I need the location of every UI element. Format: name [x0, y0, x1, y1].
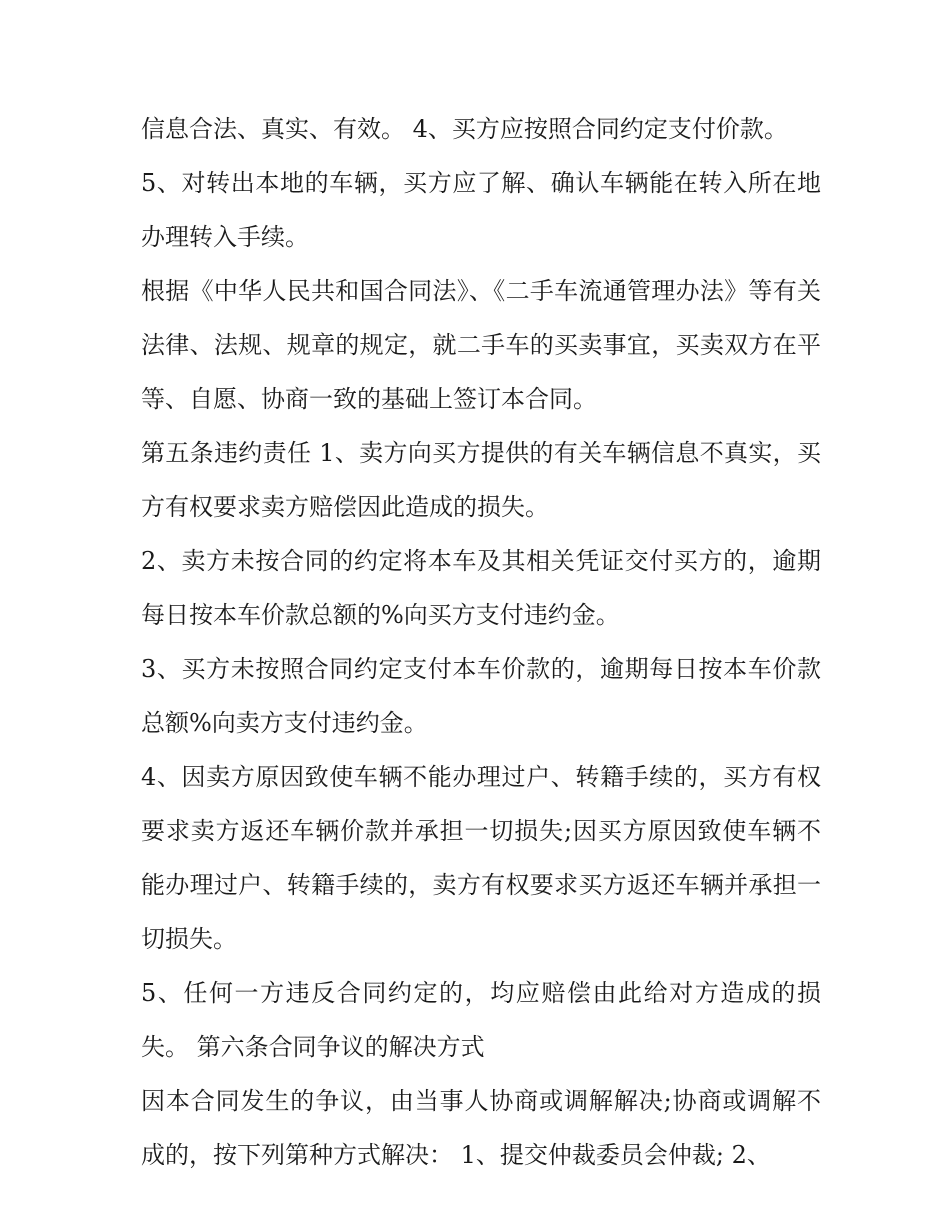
paragraph-article-5-clause-5: 5、任何一方违反合同约定的，均应赔偿由此给对方造成的损失。 第六条合同争议的解决方式: [141, 979, 821, 1061]
paragraph-legal-basis: 根据《中华人民共和国合同法》、《二手车流通管理办法》等有关法律、法规、规章的规定，就二手车的买卖事宜，买卖双方在平等、自愿、协商一致的基础上签订本合同。: [141, 277, 821, 413]
paragraph-article-5-clause-4: 4、因卖方原因致使车辆不能办理过户、转籍手续的，买方有权要求卖方返还车辆价款并承担一切损失;因买方原因致使车辆不能办理过户、转籍手续的，卖方有权要求买方返还车辆并承担一切损失。: [141, 763, 821, 953]
paragraph-article-5-clause-3: 3、买方未按照合同约定支付本车价款的，逾期每日按本车价款总额%向卖方支付违约金。: [141, 655, 821, 737]
paragraph-transfer-out: 5、对转出本地的车辆，买方应了解、确认车辆能在转入所在地办理转入手续。: [141, 169, 821, 251]
paragraph-article-5-clause-1: 第五条违约责任 1、卖方向买方提供的有关车辆信息不真实，买方有权要求卖方赔偿因此造成的损失。: [141, 439, 821, 521]
paragraph-article-5-clause-2: 2、卖方未按合同的约定将本车及其相关凭证交付买方的，逾期每日按本车价款总额的%向买方支付违约金。: [141, 547, 821, 629]
paragraph-article-6-dispute: 因本合同发生的争议，由当事人协商或调解解决;协商或调解不成的，按下列第种方式解决： 1、提交仲裁委员会仲裁; 2、: [141, 1087, 821, 1169]
document-body: [141, 102, 821, 1182]
paragraph-info-valid: 信息合法、真实、有效。 4、买方应按照合同约定支付价款。: [141, 115, 788, 143]
